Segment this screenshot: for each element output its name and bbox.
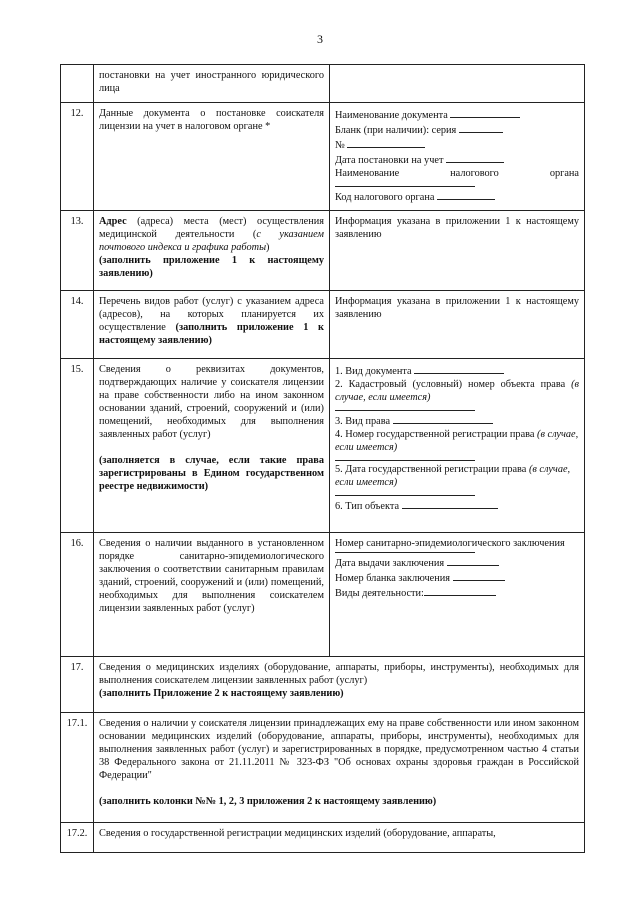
table-row [61, 359, 585, 533]
sanitary-conclusion-number-label: Номер санитарно-эпидемиологического заключения [335, 538, 565, 549]
table-row [61, 823, 585, 853]
cadastral-number-label: 2. Кадастровый (условный) номер объекта права [335, 379, 566, 390]
row-left-cell [94, 103, 330, 211]
row-left-cell [94, 533, 330, 657]
right-registration-number-note: (в случае, если имеется) [335, 429, 579, 453]
conclusion-date-field[interactable] [447, 555, 499, 566]
blank-number-field[interactable] [347, 137, 425, 148]
tax-authority-name-label: Наименование налогового органа [335, 168, 579, 179]
object-type-field[interactable] [402, 498, 498, 509]
blank-series-label: Бланк (при наличии): серия [335, 125, 457, 136]
cadastral-number-field[interactable] [335, 404, 475, 411]
table-row [61, 103, 585, 211]
row-left-bold: Адрес [99, 216, 127, 227]
row-left-text: Перечень видов работ (услуг) с указанием адреса (адресов), на которых планируется их осуществление [99, 296, 324, 333]
fill-instruction: (заполнить Приложение 2 к настоящему заявлению) [99, 688, 344, 699]
row-text: Сведения о наличии у соискателя лицензии принадлежащих ему на праве собственности или ином законном основании медицинских изделий (оборудование, аппараты, приборы, инструменты), необходимых для выполнения заявленных работ (услуг) и зарегистрированных в порядке, предусмотренном частью 4 статьи 38 Федерального закона от 21.11.2011 № 323-ФЗ "Об основах охраны здоровья граждан в Российской Федерации" [99, 718, 579, 781]
tax-authority-name-field[interactable] [335, 180, 475, 187]
row-number-cell [61, 65, 94, 103]
row-text: Сведения о медицинских изделиях (оборудование, аппараты, приборы, инструменты), необходимых для выполнения соискателем лицензии заявленных работ (услуг) [99, 662, 579, 686]
row-number-cell: 14. [61, 291, 94, 359]
doc-type-field[interactable] [414, 363, 504, 374]
row-number-cell: 15. [61, 359, 94, 533]
row-right-cell [330, 65, 585, 103]
row-left-text-end: ) [266, 242, 270, 253]
row-left-text: постановки на учет иностранного юридического лица [99, 70, 324, 94]
row-right-cell [330, 359, 585, 533]
fill-instruction: (заполнить приложение 1 к настоящему заявлению) [99, 255, 324, 279]
conclusion-blank-number-field[interactable] [453, 570, 505, 581]
row-wide-cell [94, 823, 585, 853]
tax-authority-code-field[interactable] [437, 189, 495, 200]
row-left-text: Данные документа о постановке соискателя лицензии на учет в налоговом органе * [99, 108, 324, 132]
row-left-text: (адреса) места (мест) осуществления медицинской деятельности ( [99, 216, 324, 240]
row-left-italic: с указанием почтового индекса и графика работы [99, 229, 324, 253]
activity-types-label: Виды деятельности: [335, 588, 424, 599]
table-row [61, 65, 585, 103]
right-type-label: 3. Вид права [335, 416, 391, 427]
application-form-table [60, 64, 585, 853]
row-left-cell [94, 359, 330, 533]
row-right-cell [330, 291, 585, 359]
row-number-cell: 13. [61, 211, 94, 291]
right-registration-date-field[interactable] [335, 489, 475, 496]
row-left-cell [94, 291, 330, 359]
right-registration-date-note: (в случае, если имеется) [335, 464, 571, 488]
row-wide-cell [94, 713, 585, 823]
row-text: Сведения о государственной регистрации медицинских изделий (оборудование, аппараты, [99, 828, 496, 839]
row-left-cell [94, 211, 330, 291]
row-number-cell: 16. [61, 533, 94, 657]
right-registration-number-label: 4. Номер государственной регистрации права [335, 429, 535, 440]
page-number: 3 [317, 32, 323, 46]
row-number-cell: 17. [61, 657, 94, 713]
doc-type-label: 1. Вид документа [335, 366, 412, 377]
row-right-text: Информация указана в приложении 1 к настоящему заявлению [335, 296, 579, 320]
row-left-text: Сведения о реквизитах документов, подтверждающих наличие у соискателя лицензии на праве собственности либо на ином законном основании зданий, строений, сооружений и (или) помещений, необходимых для выполнения заявленных работ (услуг) [99, 364, 324, 440]
conclusion-date-label: Дата выдачи заключения [335, 558, 445, 569]
table-row [61, 211, 585, 291]
row-number-cell: 17.2. [61, 823, 94, 853]
table-row [61, 657, 585, 713]
registration-date-field[interactable] [446, 152, 504, 163]
row-right-cell [330, 211, 585, 291]
conclusion-blank-number-label: Номер бланка заключения [335, 573, 450, 584]
object-type-label: 6. Тип объекта [335, 501, 400, 512]
right-type-field[interactable] [393, 413, 493, 424]
doc-name-field[interactable] [450, 107, 520, 118]
doc-name-label: Наименование документа [335, 110, 448, 121]
table-row [61, 713, 585, 823]
fill-instruction: (заполнить приложение 1 к настоящему заявлению) [99, 322, 324, 346]
row-right-text: Информация указана в приложении 1 к настоящему заявлению [335, 216, 579, 240]
row-left-text: Сведения о наличии выданного в установленном порядке санитарно-эпидемиологического заключения о соответствии санитарным правилам зданий, строений, сооружений и (или) помещений, необходимых для выполнения соискателем лицензии заявленных работ (услуг) [99, 538, 324, 614]
row-right-cell [330, 103, 585, 211]
right-registration-number-field[interactable] [335, 454, 475, 461]
row-wide-cell [94, 657, 585, 713]
cadastral-number-note: (в случае, если имеется) [335, 379, 579, 403]
right-registration-date-label: 5. Дата государственной регистрации права [335, 464, 527, 475]
row-left-cell [94, 65, 330, 103]
row-number-cell: 12. [61, 103, 94, 211]
fill-instruction: (заполнить колонки №№ 1, 2, 3 приложения 2 к настоящему заявлению) [99, 796, 437, 807]
blank-series-field[interactable] [459, 122, 503, 133]
row-number-cell: 17.1. [61, 713, 94, 823]
table-row [61, 291, 585, 359]
tax-authority-code-label: Код налогового органа [335, 192, 435, 203]
registration-date-label: Дата постановки на учет [335, 155, 444, 166]
row-right-cell [330, 533, 585, 657]
table-row [61, 533, 585, 657]
blank-number-label: № [335, 140, 345, 151]
row-left-note: (заполняется в случае, если такие права зарегистрированы в Едином государственном реестре недвижимости) [99, 455, 324, 492]
activity-types-field[interactable] [424, 585, 496, 596]
